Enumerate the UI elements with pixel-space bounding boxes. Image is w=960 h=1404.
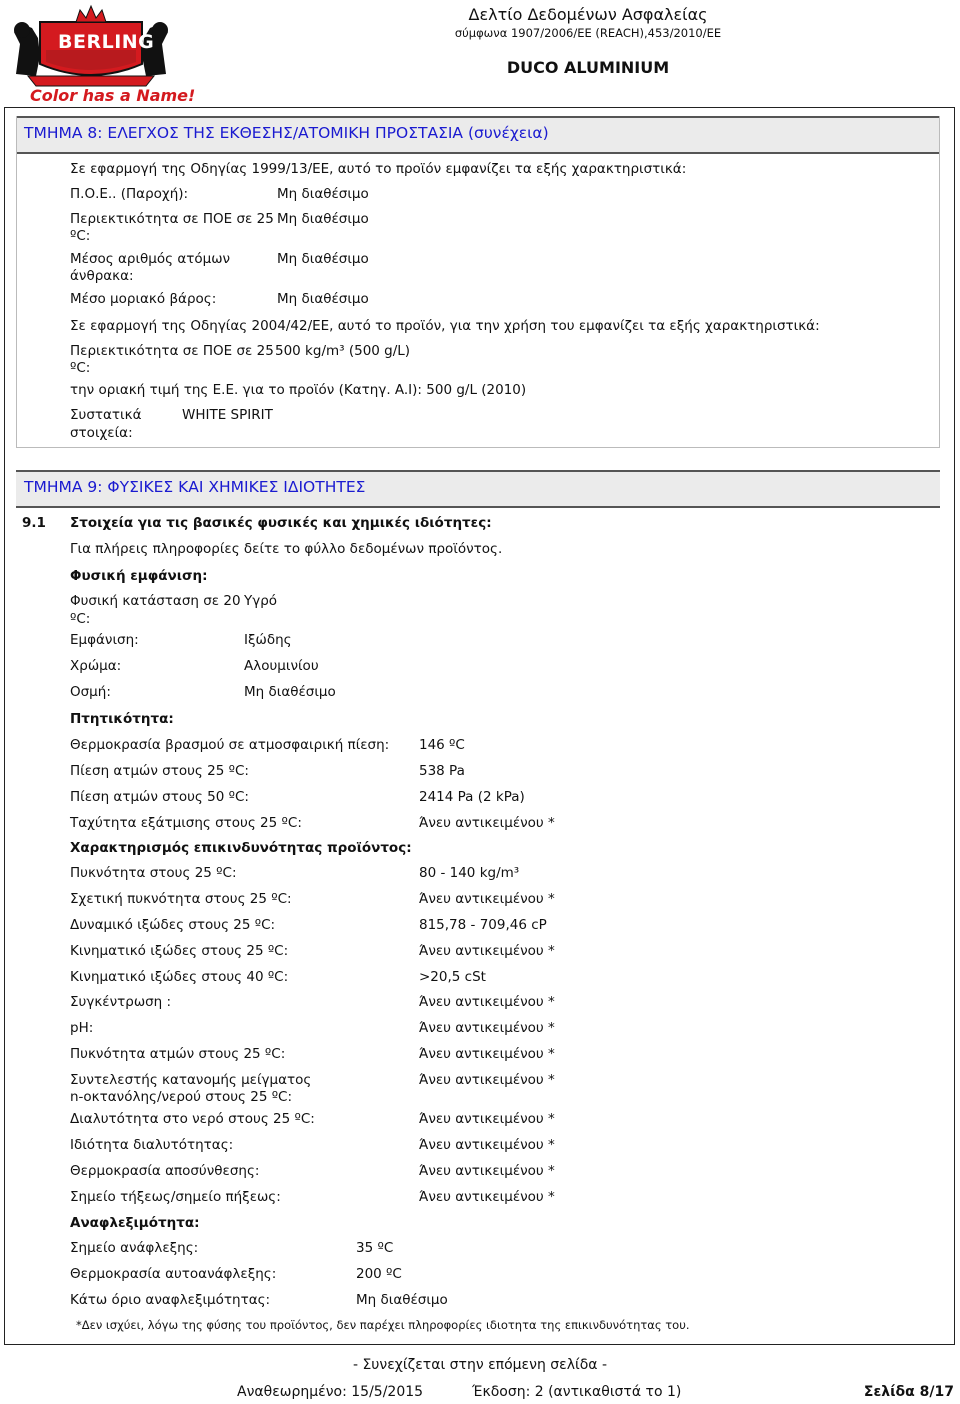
property-value: Άνευ αντικειμένου * <box>419 1111 555 1127</box>
footnote: *Δεν ισχύει, λόγω της φύσης του προϊόντος, δεν παρέχει πληροφορίες ιδιοτητα της επικινδυνότητας του. <box>76 1318 690 1332</box>
voc-row-label-cont: ºC: <box>70 228 91 244</box>
directive-1999-intro: Σε εφαρμογή της Οδηγίας 1999/13/ΕΕ, αυτό το προϊόν εμφανίζει τα εξής χαρακτηριστικά: <box>70 161 687 177</box>
property-label: Φυσική κατάσταση σε 20 <box>70 593 241 609</box>
property-value: Άνευ αντικειμένου * <box>419 815 555 831</box>
property-label-cont: ºC: <box>70 611 91 627</box>
logo-wordmark: BERLING <box>58 31 155 53</box>
product-hazard-heading: Χαρακτηρισμός επικινδυνότητας προϊόντος: <box>70 840 412 856</box>
section-8-title: ΤΜΗΜΑ 8: ΕΛΕΓΧΟΣ ΤΗΣ ΕΚΘΕΣΗΣ/ΑΤΟΜΙΚΗ ΠΡΟΣΤΑΣΙΑ (συνέχεια) <box>24 124 549 142</box>
voc-row-label: Π.Ο.Ε.. (Παροχή): <box>70 186 189 202</box>
property-value: 538 Pa <box>419 763 465 779</box>
property-label: Συγκέντρωση : <box>70 994 172 1010</box>
property-label: Πυκνότητα ατμών στους 25 ºC: <box>70 1046 286 1062</box>
voc-row-label: Περιεκτικότητα σε ΠΟΕ σε 25 <box>70 211 274 227</box>
property-value: Άνευ αντικειμένου * <box>419 943 555 959</box>
voc-content-label: Περιεκτικότητα σε ΠΟΕ σε 25 <box>70 343 274 359</box>
flammability-heading: Αναφλεξιμότητα: <box>70 1215 200 1231</box>
voc-row-label-cont: άνθρακα: <box>70 268 134 284</box>
property-label: Θερμοκρασία βρασμού σε ατμοσφαιρική πίεση: <box>70 737 390 753</box>
continued-notice: - Συνεχίζεται στην επόμενη σελίδα - <box>352 1357 608 1373</box>
page-number: Σελίδα 8/17 <box>863 1384 954 1400</box>
property-label: Σημείο τήξεως/σημείο πήξεως: <box>70 1189 281 1205</box>
property-value: 80 - 140 kg/m³ <box>419 865 520 881</box>
regulation-subtitle: σύμφωνα 1907/2006/ΕΕ (REACH),453/2010/ΕΕ <box>454 26 722 40</box>
voc-row-value: Μη διαθέσιμο <box>277 251 369 267</box>
property-label: Σχετική πυκνότητα στους 25 ºC: <box>70 891 292 907</box>
revision-date: Αναθεωρημένο: 15/5/2015 <box>237 1384 424 1400</box>
property-value: Μη διαθέσιμο <box>356 1292 448 1308</box>
property-label: Ιδιότητα διαλυτότητας: <box>70 1137 234 1153</box>
property-label: Κάτω όριο αναφλεξιμότητας: <box>70 1292 271 1308</box>
property-value: >20,5 cSt <box>419 969 486 985</box>
property-value: Άνευ αντικειμένου * <box>419 1163 555 1179</box>
property-label: Σημείο ανάφλεξης: <box>70 1240 199 1256</box>
ingredients-value: WHITE SPIRIT <box>182 407 273 423</box>
property-value: Ιξώδης <box>244 632 292 648</box>
property-label-cont: n-οκτανόλης/νερού στους 25 ºC: <box>70 1089 293 1105</box>
property-label: Πυκνότητα στους 25 ºC: <box>70 865 237 881</box>
property-label: Κινηματικό ιξώδες στους 25 ºC: <box>70 943 289 959</box>
property-label: Οσμή: <box>70 684 111 700</box>
property-value: Άνευ αντικειμένου * <box>419 1137 555 1153</box>
property-label: Δυναμικό ιξώδες στους 25 ºC: <box>70 917 276 933</box>
voc-row-label: Μέσο μοριακό βάρος: <box>70 291 217 307</box>
section-9-banner <box>16 470 940 508</box>
property-value: Αλουμινίου <box>244 658 319 674</box>
property-label: Συντελεστής κατανομής μείγματος <box>70 1072 312 1088</box>
appearance-heading: Φυσική εμφάνιση: <box>70 568 208 584</box>
property-label: pH: <box>70 1020 94 1036</box>
property-label: Ταχύτητα εξάτμισης στους 25 ºC: <box>70 815 302 831</box>
property-label: Χρώμα: <box>70 658 122 674</box>
volatility-heading: Πτητικότητα: <box>70 711 174 727</box>
section-9-title: ΤΜΗΜΑ 9: ΦΥΣΙΚΕΣ ΚΑΙ ΧΗΜΙΚΕΣ ΙΔΙΟΤΗΤΕΣ <box>24 478 366 496</box>
voc-row-value: Μη διαθέσιμο <box>277 211 369 227</box>
edition: Έκδοση: 2 (αντικαθιστά το 1) <box>472 1384 682 1400</box>
property-label: Πίεση ατμών στους 50 ºC: <box>70 789 249 805</box>
ingredients-label-cont: στοιχεία: <box>70 425 133 441</box>
property-value: Άνευ αντικειμένου * <box>419 1046 555 1062</box>
product-name: DUCO ALUMINIUM <box>506 58 670 77</box>
property-value: Άνευ αντικειμένου * <box>419 1072 555 1088</box>
voc-row-label: Μέσος αριθμός ατόμων <box>70 251 231 267</box>
property-label: Εμφάνιση: <box>70 632 139 648</box>
document-title: Δελτίο Δεδομένων Ασφαλείας <box>468 5 708 24</box>
directive-2004-intro: Σε εφαρμογή της Οδηγίας 2004/42/ΕΕ, αυτό το προϊόν, για την χρήση του εμφανίζει τα εξής χαρακτηριστικά: <box>70 318 820 334</box>
property-value: Άνευ αντικειμένου * <box>419 891 555 907</box>
property-label: Διαλυτότητα στο νερό στους 25 ºC: <box>70 1111 315 1127</box>
property-label: Θερμοκρασία αυτοανάφλεξης: <box>70 1266 277 1282</box>
property-value: 146 ºC <box>419 737 465 753</box>
property-value: 200 ºC <box>356 1266 402 1282</box>
property-label: Πίεση ατμών στους 25 ºC: <box>70 763 249 779</box>
voc-row-value: Μη διαθέσιμο <box>277 186 369 202</box>
property-label: Κινηματικό ιξώδες στους 40 ºC: <box>70 969 289 985</box>
voc-row-value: Μη διαθέσιμο <box>277 291 369 307</box>
property-label: Θερμοκρασία αποσύνθεσης: <box>70 1163 260 1179</box>
logo-tagline: Color has a Name! <box>30 86 196 105</box>
property-value: Άνευ αντικειμένου * <box>419 994 555 1010</box>
property-value: Μη διαθέσιμο <box>244 684 336 700</box>
property-value: Υγρό <box>244 593 278 609</box>
subsection-number: 9.1 <box>22 515 46 531</box>
voc-content-value: 500 kg/m³ (500 g/L) <box>275 343 411 359</box>
property-value: 2414 Pa (2 kPa) <box>419 789 525 805</box>
ingredients-label: Συστατικά <box>70 407 142 423</box>
subsection-title: Στοιχεία για τις βασικές φυσικές και χημικές ιδιότητες: <box>70 515 492 531</box>
property-value: 35 ºC <box>356 1240 394 1256</box>
eu-limit-text: την οριακή τιμή της Ε.Ε. για το προϊόν (Κατηγ. A.I): 500 g/L (2010) <box>70 382 527 398</box>
property-value: 815,78 - 709,46 cP <box>419 917 547 933</box>
voc-content-label-cont: ºC: <box>70 360 91 376</box>
info-note: Για πλήρεις πληροφορίες δείτε το φύλλο δεδομένων προϊόντος. <box>70 541 503 557</box>
property-value: Άνευ αντικειμένου * <box>419 1020 555 1036</box>
property-value: Άνευ αντικειμένου * <box>419 1189 555 1205</box>
